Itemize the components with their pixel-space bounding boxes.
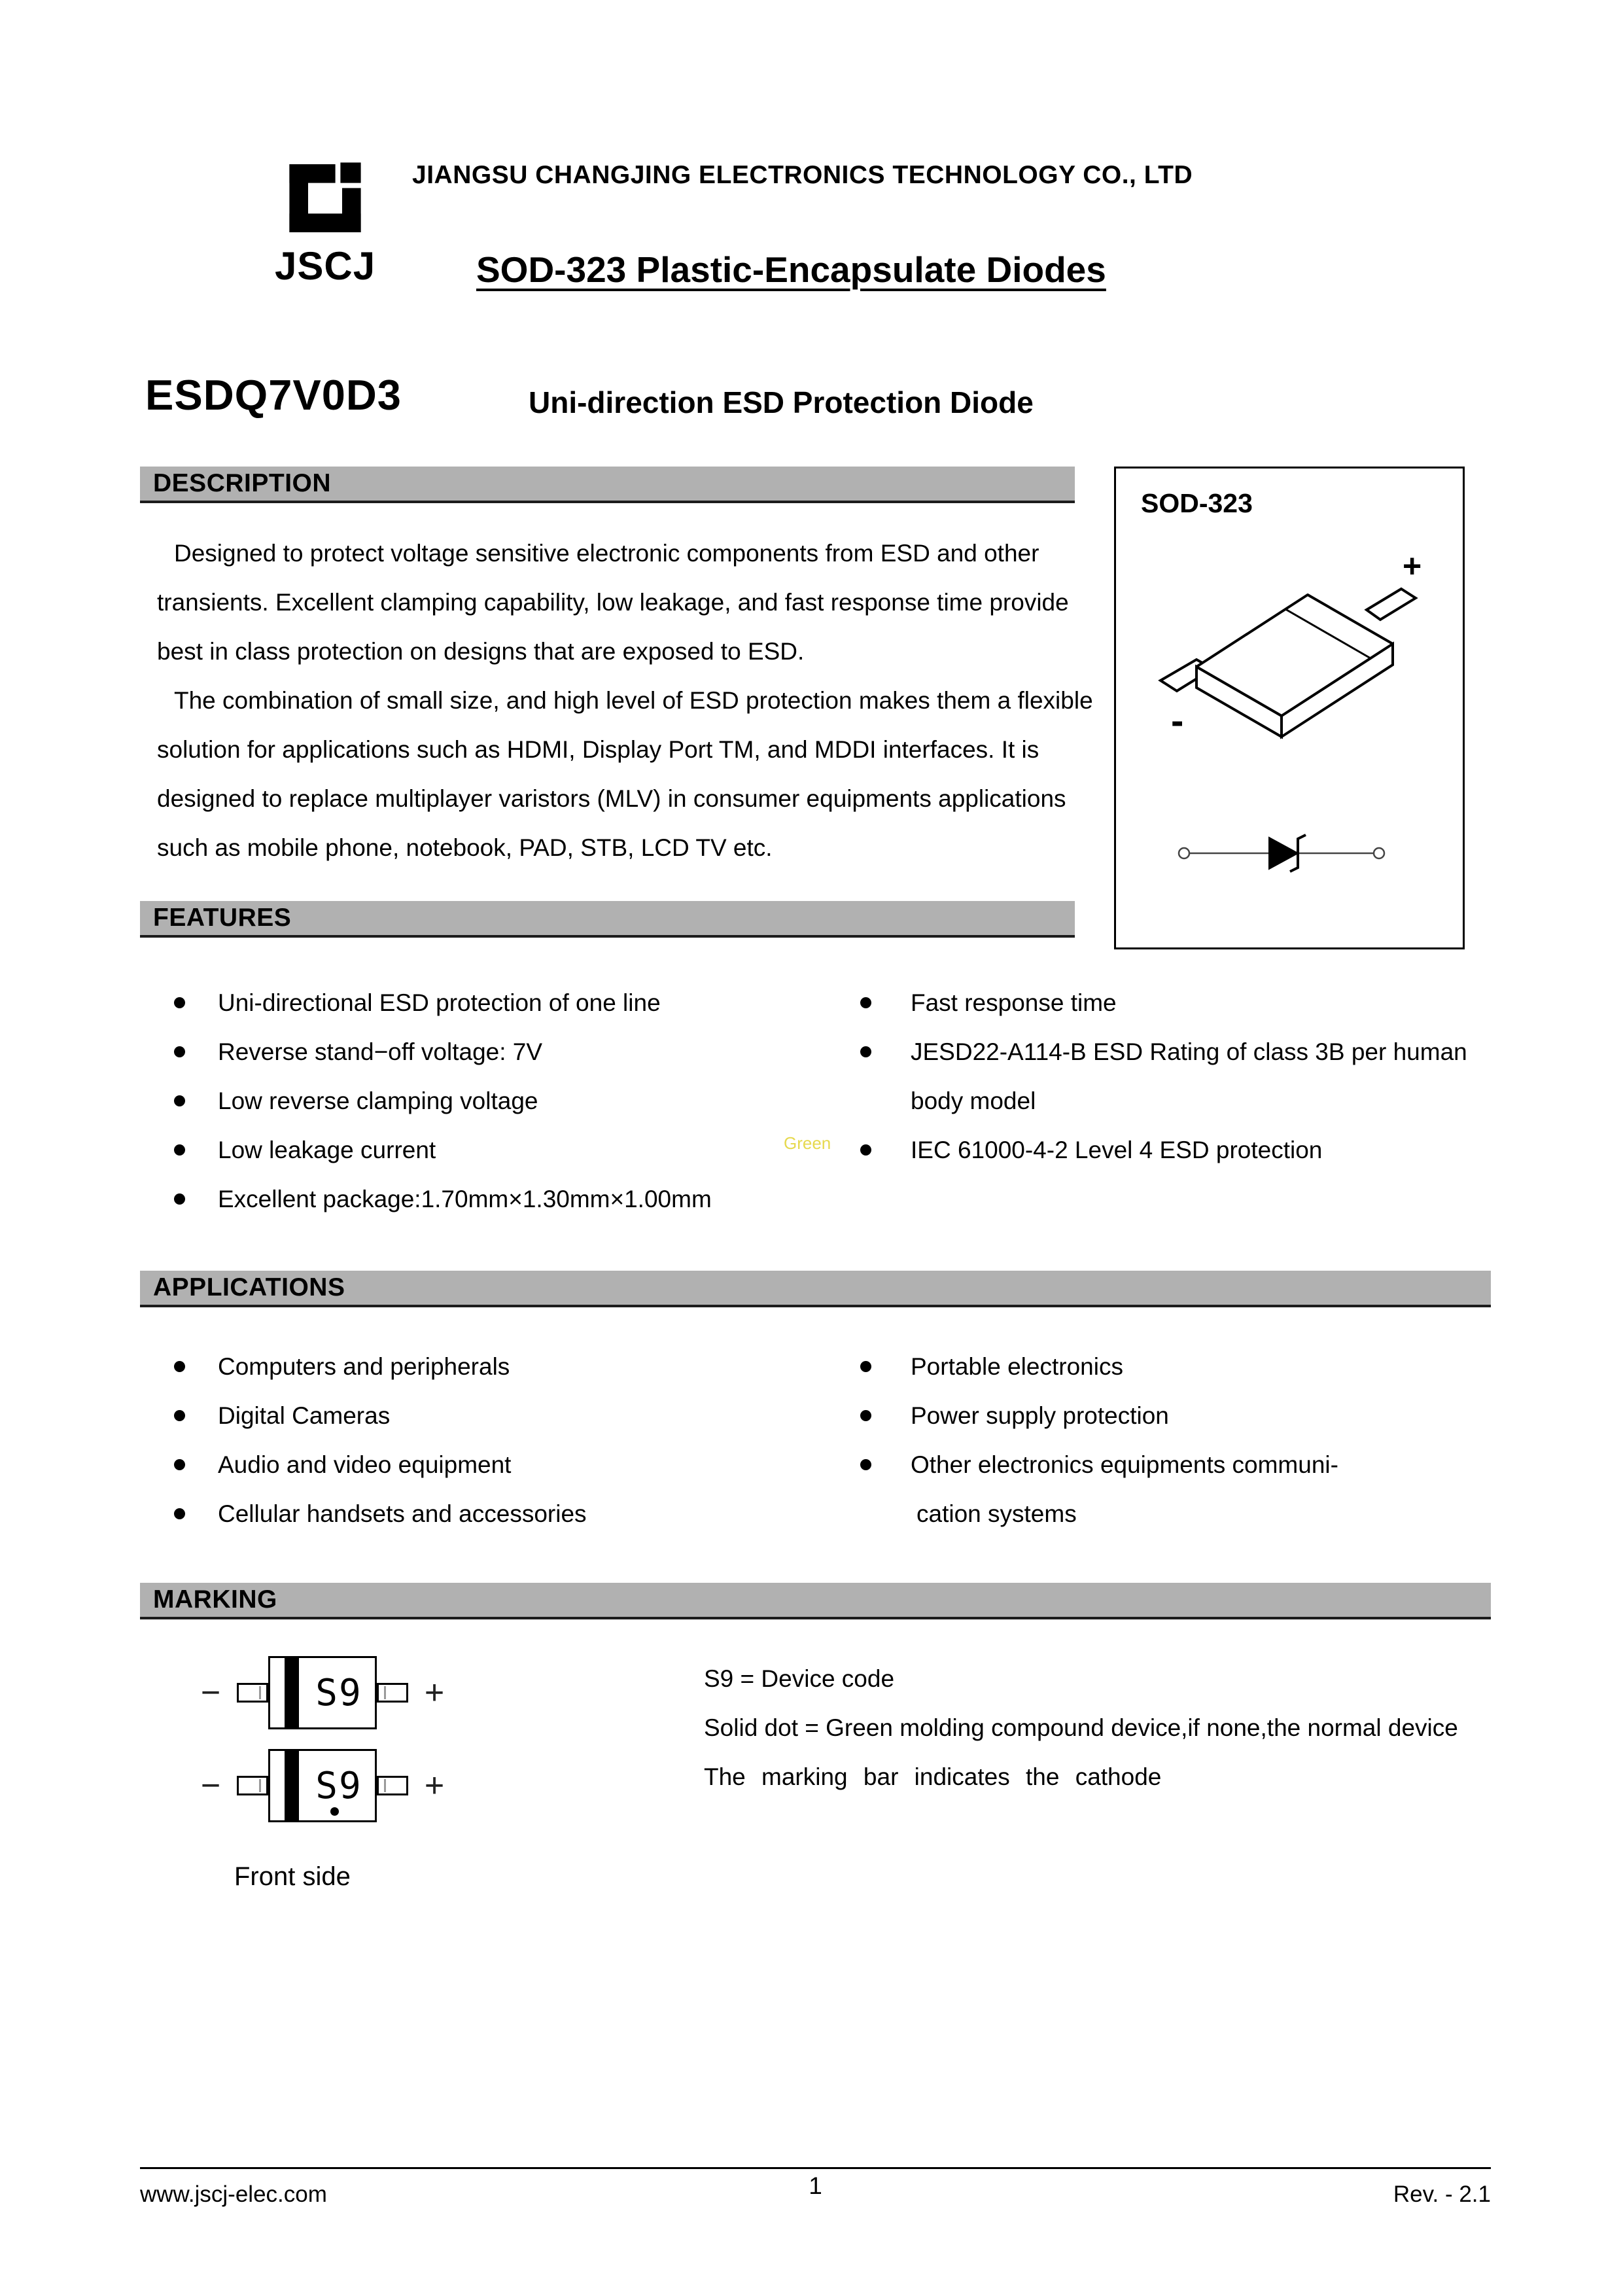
bullet-icon <box>860 1144 871 1156</box>
device-code: S9 <box>315 1671 362 1714</box>
marking-diagram-green <box>184 1749 461 1822</box>
footer-website: www.jscj-elec.com <box>140 2181 327 2207</box>
application-text: Power supply protection <box>911 1402 1169 1429</box>
doc-title: SOD-323 Plastic-Encapsulate Diodes <box>476 249 1106 290</box>
package-name-label: SOD-323 <box>1141 488 1253 518</box>
feature-text: Fast response time <box>911 989 1117 1016</box>
application-text: Digital Cameras <box>218 1402 391 1429</box>
plus-sign: + <box>424 1767 445 1805</box>
application-text: cation systems <box>916 1500 1077 1527</box>
feature-text: Excellent package:1.70mm×1.30mm×1.00mm <box>218 1185 712 1212</box>
application-item <box>860 1391 1338 1440</box>
bullet-icon <box>174 1046 185 1057</box>
applications-list-left <box>174 1342 587 1538</box>
bullet-icon <box>174 1508 185 1519</box>
application-text: Audio and video equipment <box>218 1451 512 1478</box>
bullet-icon <box>860 1046 871 1057</box>
bullet-icon <box>174 1459 185 1470</box>
marking-note: Solid dot = Green molding compound device,if none,the normal device <box>704 1714 1458 1741</box>
cathode-bar-icon <box>285 1751 299 1820</box>
bullet-icon <box>860 1361 871 1372</box>
minus-sign: − <box>200 1767 221 1805</box>
bullet-icon <box>860 997 871 1008</box>
package-body-drawing <box>268 1656 377 1729</box>
feature-text: Uni-directional ESD protection of one line <box>218 989 661 1016</box>
application-text: Portable electronics <box>911 1352 1123 1380</box>
bullet-icon <box>174 1361 185 1372</box>
feature-text: Reverse stand−off voltage: 7V <box>218 1038 543 1065</box>
section-heading-applications: APPLICATIONS <box>140 1271 1491 1307</box>
feature-item <box>174 1076 712 1125</box>
feature-item <box>174 1174 712 1224</box>
plus-terminal-label: + <box>1403 548 1422 584</box>
section-heading-marking: MARKING <box>140 1583 1491 1619</box>
description-paragraph-1: Designed to protect voltage sensitive electronic components from ESD and other transients. Excellent clamping capability, low leakage, and fast response time provide best in class protection on designs that are exposed to ESD. <box>157 540 1069 665</box>
feature-text: Low reverse clamping voltage <box>218 1087 538 1114</box>
feature-item <box>174 1125 712 1174</box>
marking-note: S9 = Device code <box>704 1665 895 1692</box>
marking-notes <box>704 1654 1458 1801</box>
application-item <box>174 1342 587 1391</box>
description-text <box>157 529 1120 872</box>
feature-item-continuation <box>860 1076 1467 1125</box>
features-list-right <box>860 978 1467 1174</box>
feature-text: JESD22-A114-B ESD Rating of class 3B per human <box>911 1038 1467 1065</box>
company-logo-icon <box>283 156 368 241</box>
bullet-icon <box>860 1410 871 1421</box>
bullet-icon <box>174 997 185 1008</box>
package-3d-drawing-icon <box>1134 552 1448 775</box>
lead-left <box>237 1776 268 1795</box>
part-subtitle: Uni-direction ESD Protection Diode <box>529 385 1034 419</box>
section-heading-description: DESCRIPTION <box>140 467 1075 503</box>
green-compound-dot-icon <box>330 1807 339 1816</box>
diode-symbol-icon <box>1174 830 1389 877</box>
marking-diagram-normal <box>184 1656 461 1729</box>
application-item <box>174 1440 587 1489</box>
plus-sign: + <box>424 1674 445 1712</box>
cathode-bar-icon <box>285 1658 299 1727</box>
green-watermark-text: Green <box>784 1133 831 1153</box>
part-number: ESDQ7V0D3 <box>145 371 402 419</box>
application-text: Cellular handsets and accessories <box>218 1500 587 1527</box>
application-item <box>174 1391 587 1440</box>
page-number: 1 <box>809 2172 822 2199</box>
application-text: Computers and peripherals <box>218 1352 510 1380</box>
feature-text: Low leakage current <box>218 1136 436 1163</box>
application-item-continuation <box>860 1489 1338 1538</box>
lead-right <box>377 1683 408 1703</box>
bullet-icon <box>174 1095 185 1106</box>
description-paragraph-2: The combination of small size, and high level of ESD protection makes them a flexible solution for applications such as HDMI, Display Port TM, and MDDI interfaces. It is designed to replace multiplayer varistors (MLV) in consumer equipments applications such as mobile phone, notebook, PAD, STB, LCD TV etc. <box>157 687 1093 861</box>
marking-note: The marking bar indicates the cathode <box>704 1763 1162 1790</box>
bullet-icon <box>174 1144 185 1156</box>
application-text: Other electronics equipments communi- <box>911 1451 1338 1478</box>
bullet-icon <box>174 1193 185 1205</box>
bullet-icon <box>174 1410 185 1421</box>
device-code: S9 <box>315 1764 362 1807</box>
lead-left <box>237 1683 268 1703</box>
applications-list-right <box>860 1342 1338 1538</box>
features-list-left <box>174 978 712 1224</box>
package-diagram-box <box>1114 467 1465 949</box>
application-item <box>174 1489 587 1538</box>
feature-text: body model <box>911 1087 1036 1114</box>
logo-text: JSCJ <box>275 244 376 288</box>
minus-terminal-label: - <box>1171 699 1184 742</box>
application-item <box>860 1342 1338 1391</box>
company-name: JIANGSU CHANGJING ELECTRONICS TECHNOLOGY CO., LTD <box>412 161 1193 189</box>
feature-item <box>860 978 1467 1027</box>
front-side-label: Front side <box>234 1862 351 1891</box>
lead-right <box>377 1776 408 1795</box>
feature-item <box>174 1027 712 1076</box>
feature-item <box>174 978 712 1027</box>
feature-text: IEC 61000-4-2 Level 4 ESD protection <box>911 1136 1323 1163</box>
footer-divider <box>140 2167 1491 2169</box>
feature-item <box>860 1125 1467 1174</box>
bullet-icon <box>860 1459 871 1470</box>
footer-revision: Rev. - 2.1 <box>1393 2181 1491 2207</box>
application-item <box>860 1440 1338 1489</box>
minus-sign: − <box>200 1674 221 1712</box>
package-body-drawing <box>268 1749 377 1822</box>
section-heading-features: FEATURES <box>140 901 1075 938</box>
feature-item <box>860 1027 1467 1076</box>
